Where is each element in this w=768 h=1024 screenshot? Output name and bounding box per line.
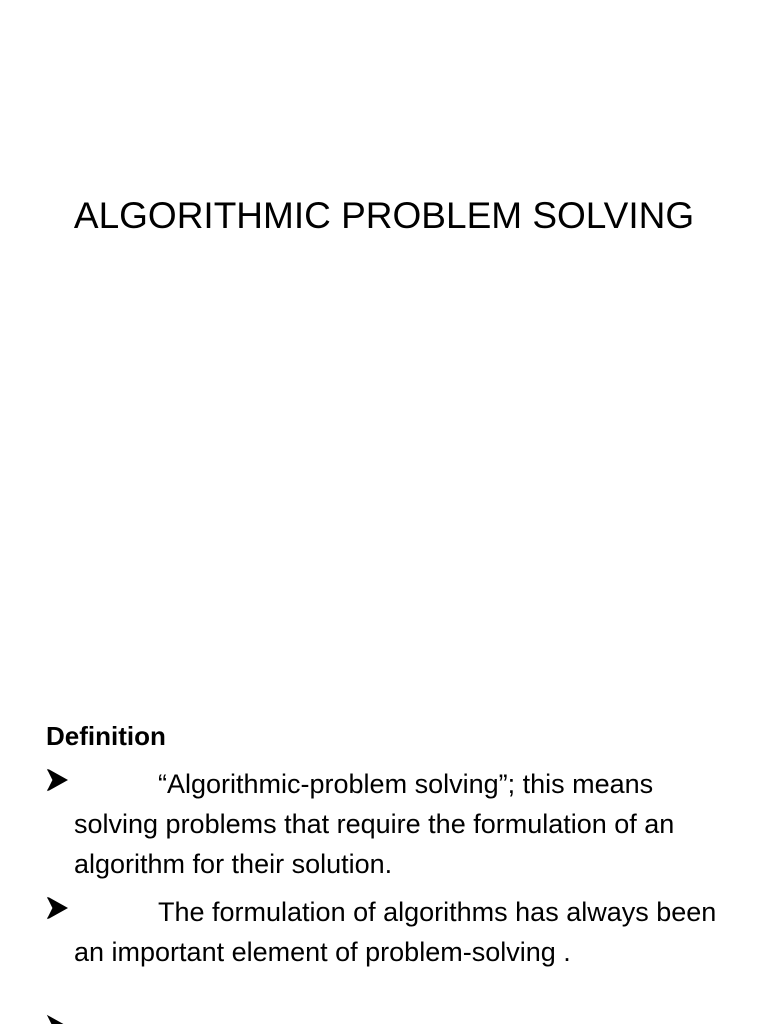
list-item xyxy=(46,764,736,884)
arrowhead-bullet-icon xyxy=(46,768,68,792)
section-heading: Definition xyxy=(46,721,166,751)
list-item xyxy=(46,892,736,972)
slide-title: ALGORITHMIC PROBLEM SOLVING xyxy=(73,195,695,236)
arrowhead-bullet-icon xyxy=(46,1014,68,1024)
arrowhead-bullet-icon xyxy=(46,896,68,920)
bullet-list xyxy=(46,764,736,980)
bullet-text: The formulation of algorithms has always been an important element of problem-solving . xyxy=(74,897,717,967)
bullet-text: “Algorithmic-problem solving”; this means solving problems that require the formulation of an algorithm for their solution. xyxy=(74,769,675,879)
